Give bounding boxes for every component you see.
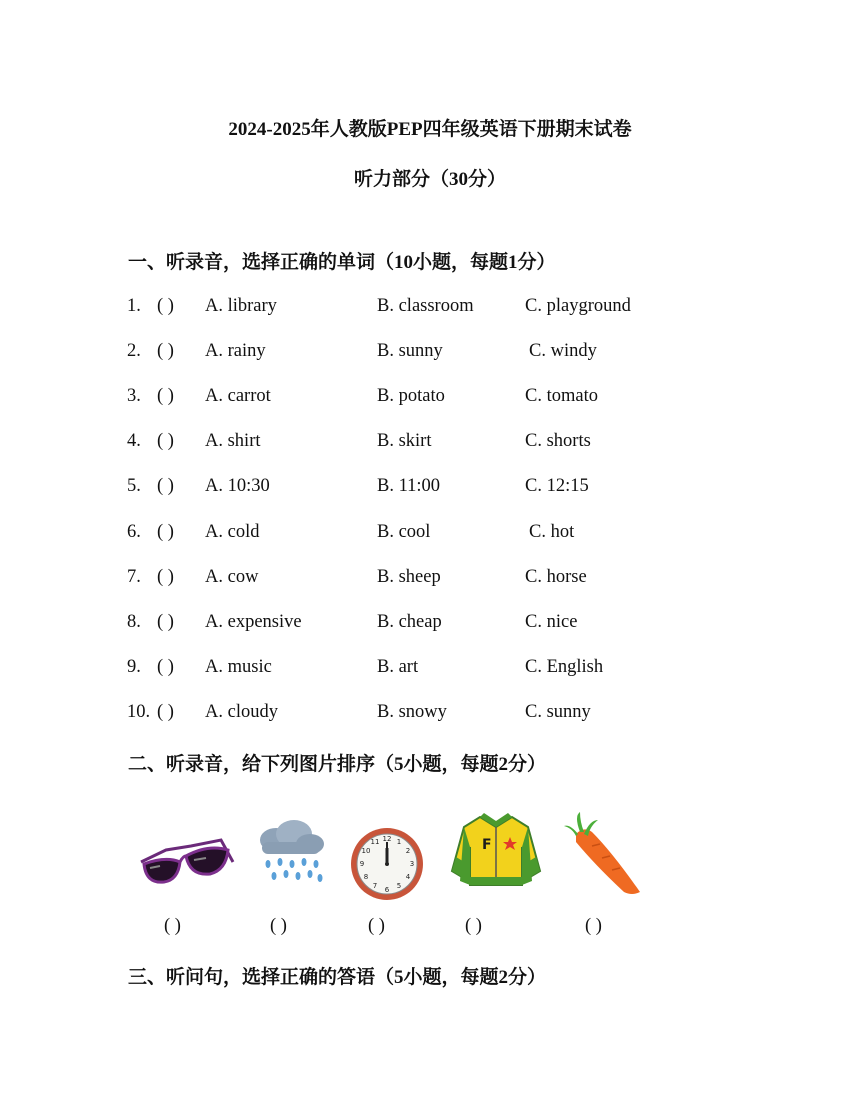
picture-order-blank[interactable]: ( ) — [270, 916, 287, 936]
section1-heading: 一、听录音，选择正确的单词（10小题，每题1分） — [128, 252, 556, 273]
option-c: C. tomato — [525, 386, 598, 406]
svg-text:1: 1 — [396, 838, 402, 846]
answer-blank[interactable]: ( ) — [157, 567, 174, 587]
option-a: A. expensive — [205, 612, 302, 632]
picture-order-blank[interactable]: ( ) — [585, 916, 602, 936]
question-number: 6. — [127, 522, 141, 542]
option-c: C. horse — [525, 567, 587, 587]
question-number: 3. — [127, 386, 141, 406]
option-b: B. 11:00 — [377, 476, 441, 496]
jacket-icon — [450, 811, 542, 892]
question-number: 10. — [127, 702, 151, 722]
option-a: A. music — [205, 657, 272, 677]
svg-text:3: 3 — [409, 860, 415, 868]
section2-heading: 二、听录音，给下列图片排序（5小题，每题2分） — [128, 754, 547, 775]
option-a: A. cow — [205, 567, 259, 587]
question-number: 5. — [127, 476, 141, 496]
sunglasses-icon — [136, 832, 236, 897]
option-c: C. playground — [525, 296, 631, 316]
rain-cloud-icon — [252, 818, 328, 895]
question-number: 7. — [127, 567, 141, 587]
option-c: C. nice — [525, 612, 578, 632]
picture-order-blank[interactable]: ( ) — [465, 916, 482, 936]
option-b: B. sunny — [377, 341, 443, 361]
svg-text:2: 2 — [405, 847, 411, 855]
picture-order-blank[interactable]: ( ) — [368, 916, 385, 936]
svg-text:10: 10 — [361, 847, 371, 855]
section3-heading: 三、听问句，选择正确的答语（5小题，每题2分） — [128, 967, 547, 988]
option-c: C. windy — [529, 341, 597, 361]
question-number: 2. — [127, 341, 141, 361]
option-b: B. potato — [377, 386, 445, 406]
option-b: B. sheep — [377, 567, 441, 587]
option-b: B. skirt — [377, 431, 432, 451]
answer-blank[interactable]: ( ) — [157, 341, 174, 361]
option-c: C. shorts — [525, 431, 591, 451]
svg-text:9: 9 — [359, 860, 365, 868]
option-b: B. cheap — [377, 612, 442, 632]
svg-text:7: 7 — [372, 882, 378, 890]
option-c: C. English — [525, 657, 604, 677]
exam-title: 2024-2025年人教版PEP四年级英语下册期末试卷 — [228, 119, 632, 140]
option-b: B. art — [377, 657, 419, 677]
answer-blank[interactable]: ( ) — [157, 702, 174, 722]
option-a: A. library — [205, 296, 277, 316]
option-a: A. rainy — [205, 341, 266, 361]
question-number: 8. — [127, 612, 141, 632]
answer-blank[interactable]: ( ) — [157, 296, 174, 316]
answer-blank[interactable]: ( ) — [157, 657, 174, 677]
answer-blank[interactable]: ( ) — [157, 522, 174, 542]
option-b: B. cool — [377, 522, 431, 542]
clock-icon — [349, 826, 425, 907]
question-number: 1. — [127, 296, 141, 316]
svg-text:8: 8 — [363, 873, 369, 881]
question-number: 4. — [127, 431, 141, 451]
option-b: B. classroom — [377, 296, 474, 316]
exam-subtitle: 听力部分（30分） — [353, 169, 506, 190]
option-a: A. carrot — [205, 386, 271, 406]
svg-text:12: 12 — [382, 835, 392, 843]
answer-blank[interactable]: ( ) — [157, 612, 174, 632]
svg-text:5: 5 — [396, 882, 402, 890]
answer-blank[interactable]: ( ) — [157, 431, 174, 451]
question-number: 9. — [127, 657, 141, 677]
option-a: A. 10:30 — [205, 476, 270, 496]
option-a: A. cloudy — [205, 702, 278, 722]
option-a: A. cold — [205, 522, 260, 542]
svg-text:11: 11 — [370, 838, 380, 846]
carrot-icon — [562, 812, 646, 903]
svg-text:F: F — [482, 837, 492, 853]
answer-blank[interactable]: ( ) — [157, 476, 174, 496]
option-b: B. snowy — [377, 702, 447, 722]
option-c: C. sunny — [525, 702, 591, 722]
svg-text:4: 4 — [405, 873, 411, 881]
option-c: C. 12:15 — [525, 476, 589, 496]
option-a: A. shirt — [205, 431, 261, 451]
option-c: C. hot — [529, 522, 575, 542]
answer-blank[interactable]: ( ) — [157, 386, 174, 406]
svg-text:6: 6 — [384, 886, 390, 894]
picture-order-blank[interactable]: ( ) — [164, 916, 181, 936]
